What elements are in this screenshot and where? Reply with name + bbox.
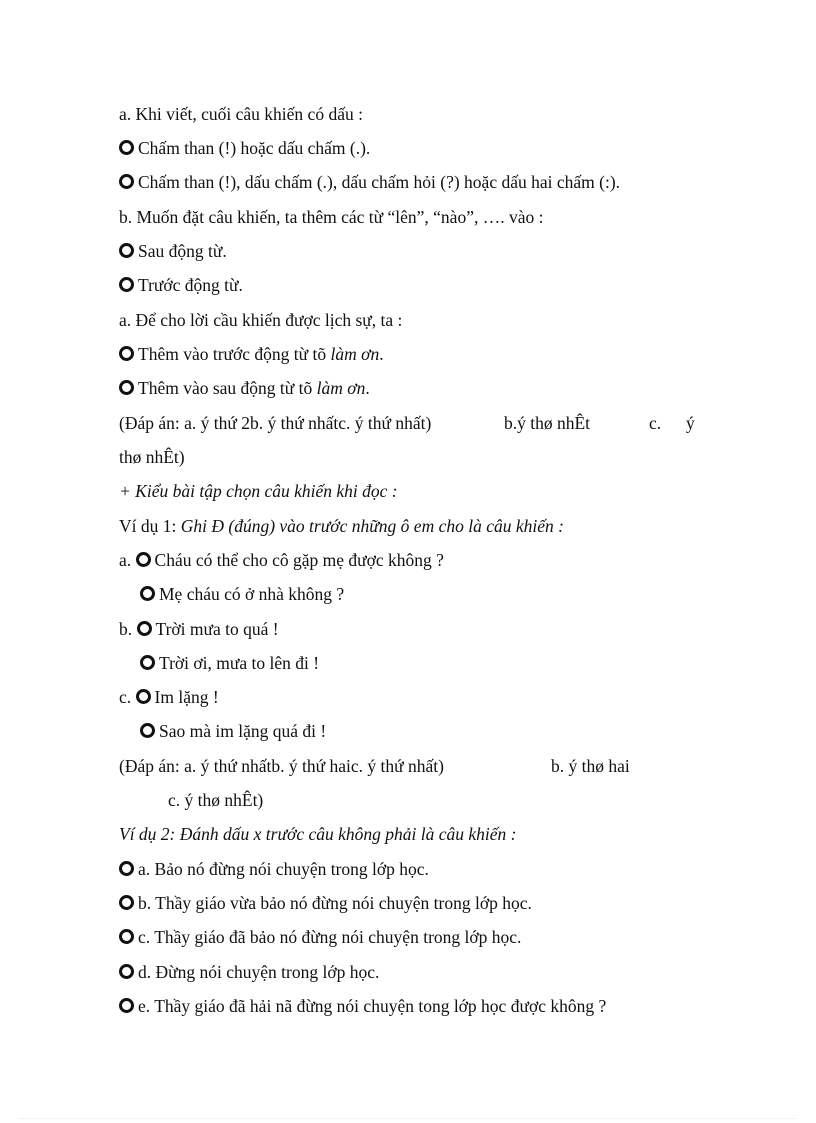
circle-bullet-icon[interactable] xyxy=(140,723,155,738)
answer-line-part: c. xyxy=(649,413,662,433)
option-line: Mẹ cháu có ở nhà không ? xyxy=(140,581,344,607)
option-line: c. Im lặng ! xyxy=(119,687,219,707)
circle-bullet-icon[interactable] xyxy=(119,861,134,876)
option-line: Trước động từ. xyxy=(119,272,243,298)
circle-bullet-icon[interactable] xyxy=(119,277,134,292)
option-line: b. Thầy giáo vừa bảo nó đừng nói chuyện trong lớp học. xyxy=(119,890,532,916)
circle-bullet-icon[interactable] xyxy=(119,346,134,361)
option-line: Chấm than (!), dấu chấm (.), dấu chấm hỏi (?) hoặc dấu hai chấm (:). xyxy=(119,169,620,195)
option-line: a. Bảo nó đừng nói chuyện trong lớp học. xyxy=(119,856,429,882)
option-line: Thêm vào trước động từ tõ làm ơn. xyxy=(119,341,384,367)
option-line: d. Đừng nói chuyện trong lớp học. xyxy=(119,959,379,985)
circle-bullet-icon[interactable] xyxy=(119,380,134,395)
example-heading: Ví dụ 2: Đánh dấu x trước câu không phải là câu khiến : xyxy=(119,824,517,844)
answer-line-part: ý xyxy=(686,413,695,433)
example-heading: Ví dụ 1: Ghi Đ (đúng) vào trước những ô em cho là câu khiến : xyxy=(119,516,564,536)
text-line: a. Khi viết, cuối câu khiến có dấu : xyxy=(119,104,363,124)
text-line: a. Để cho lời cầu khiến được lịch sự, ta : xyxy=(119,310,403,330)
page-bottom-divider xyxy=(20,1118,796,1119)
option-line: Trời ơi, mưa to lên đi ! xyxy=(140,650,319,676)
option-line: a. Cháu có thể cho cô gặp mẹ được không ? xyxy=(119,550,444,570)
circle-bullet-icon[interactable] xyxy=(119,174,134,189)
circle-bullet-icon[interactable] xyxy=(137,621,152,636)
answer-line: thø nhÊt) xyxy=(119,447,185,467)
option-line: Sau động từ. xyxy=(119,238,227,264)
option-line: c. Thầy giáo đã bảo nó đừng nói chuyện trong lớp học. xyxy=(119,924,521,950)
circle-bullet-icon[interactable] xyxy=(119,929,134,944)
circle-bullet-icon[interactable] xyxy=(136,552,151,567)
circle-bullet-icon[interactable] xyxy=(119,998,134,1013)
circle-bullet-icon[interactable] xyxy=(140,655,155,670)
circle-bullet-icon[interactable] xyxy=(140,586,155,601)
answer-line: (Đáp án: a. ý thứ nhấtb. ý thứ haic. ý thứ nhất) xyxy=(119,756,444,776)
section-heading: + Kiểu bài tập chọn câu khiến khi đọc : xyxy=(119,481,398,501)
circle-bullet-icon[interactable] xyxy=(119,140,134,155)
option-line: e. Thầy giáo đã hải nã đừng nói chuyện tong lớp học được không ? xyxy=(119,993,606,1019)
answer-line-part: b. ý thø hai xyxy=(551,756,630,776)
option-line: Chấm than (!) hoặc dấu chấm (.). xyxy=(119,135,370,161)
circle-bullet-icon[interactable] xyxy=(119,895,134,910)
option-line: Thêm vào sau động từ tõ làm ơn. xyxy=(119,375,370,401)
circle-bullet-icon[interactable] xyxy=(136,689,151,704)
circle-bullet-icon[interactable] xyxy=(119,243,134,258)
answer-line: (Đáp án: a. ý thứ 2b. ý thứ nhấtc. ý thứ nhất) xyxy=(119,413,432,433)
option-line: b. Trời mưa to quá ! xyxy=(119,619,279,639)
option-line: Sao mà im lặng quá đi ! xyxy=(140,718,326,744)
text-line: b. Muốn đặt câu khiến, ta thêm các từ “lên”, “nào”, …. vào : xyxy=(119,207,544,227)
answer-line: c. ý thø nhÊt) xyxy=(168,790,264,810)
answer-line-part: b.ý thø nhÊt xyxy=(504,413,591,433)
circle-bullet-icon[interactable] xyxy=(119,964,134,979)
